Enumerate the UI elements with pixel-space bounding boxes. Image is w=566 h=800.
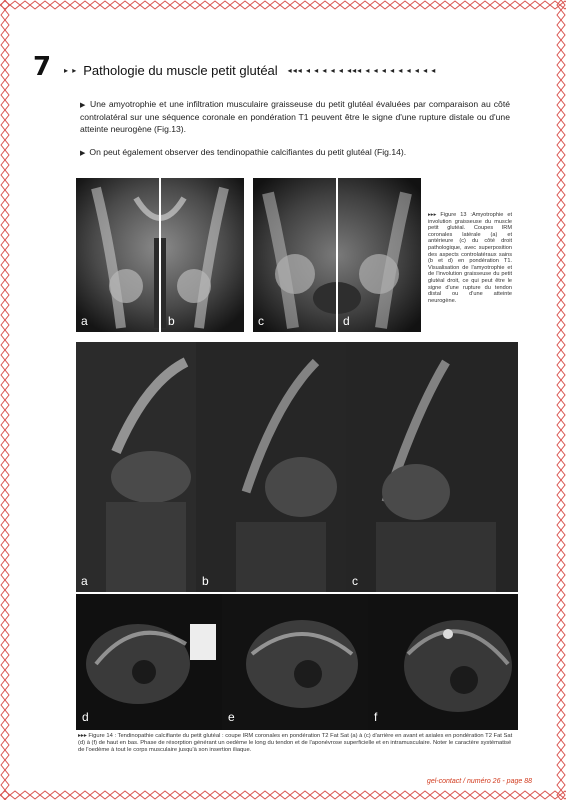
- mri-coronal-t1-image: [253, 178, 421, 332]
- decorative-border-left: [0, 0, 10, 800]
- decorative-border-bottom: [0, 790, 566, 800]
- mri-coronal-t2-fatsat-image: [196, 342, 346, 592]
- paragraph: [80, 99, 510, 135]
- panel-label: c: [352, 574, 358, 588]
- paragraph-text: On peut également observer des tendinopathie calcifiantes du petit glutéal (Fig.14).: [89, 147, 407, 157]
- section-title: Pathologie du muscle petit glutéal: [83, 62, 278, 78]
- paragraph-text: Une amyotrophie et une infiltration musculaire graisseuse du petit glutéal évaluées par comparaison au côté controlatéral sur une séquence coronale en pondération T1 peuvent être le signe d'une rupture distale ou d'une atteinte neurogène (Fig.13).: [80, 99, 511, 134]
- page-footer: gel-contact / numéro 26 - page 88: [426, 778, 532, 785]
- figure-caption: ▸▸▸ Figure 14 : Tendinopathie calcifiante du petit glutéal : coupe IRM coronales en pondération T2 Fat Sat (a) à (c) d'arrière en avant et axiales en pondération T2 Fat Sat (d) à (f) de haut en bas. Phase de résorption générant un oedème le long du tendon et de l'aponévrose superficielle et en intramusculaire. Noter le caractère systématisé de l'oedème à tout le corps musculaire jusqu'à son insertion iliaque.: [78, 733, 513, 753]
- section-header: [64, 60, 534, 80]
- panel-label: e: [228, 710, 235, 724]
- panel-label: a: [81, 314, 88, 328]
- panel-label: f: [374, 710, 378, 724]
- mri-coronal-t2-fatsat-image: [346, 342, 518, 592]
- mri-axial-t2-fatsat-image: [368, 594, 518, 730]
- figure-caption: ▸▸▸ Figure 13 :Amyotrophie et involution graisseuse du muscle petit glutéal. Coupes IRM coronales latérale (a) et antérieure (c) du côté droit pathologique, avec superposition des aspects controlatéraux sains (b et d) en pondération T1. Visualisation de l'amyotrophie et de l'involution graisseuse du petit glutéal droit, ce qui peut être le signe d'une rupture du tendon distal ou d'une atteinte neurogène.: [428, 212, 512, 304]
- paragraph: [80, 147, 510, 160]
- panel-label: a: [81, 574, 88, 588]
- panel-label: b: [202, 574, 209, 588]
- triangle-bullet-icon: ▶: [80, 150, 86, 157]
- panel-label: d: [82, 710, 89, 724]
- triangle-bullet-icon: ▶: [80, 102, 87, 109]
- mri-axial-t2-fatsat-image: [76, 594, 222, 730]
- arrow-right-icon: ▸ ▸: [64, 65, 78, 75]
- panel-label: c: [258, 314, 264, 328]
- decorative-border-right: [556, 0, 566, 800]
- section-number: 7: [33, 52, 52, 82]
- mri-coronal-t1-image: [76, 178, 244, 332]
- mri-axial-t2-fatsat-image: [222, 594, 368, 730]
- arrow-left-icon: ◂◂◂ ◂ ◂ ◂ ◂ ◂ ◂◂◂ ◂ ◂ ◂ ◂ ◂ ◂ ◂ ◂ ◂: [287, 65, 437, 75]
- panel-label: d: [343, 314, 350, 328]
- decorative-border-top: [0, 0, 566, 10]
- panel-label: b: [168, 314, 175, 328]
